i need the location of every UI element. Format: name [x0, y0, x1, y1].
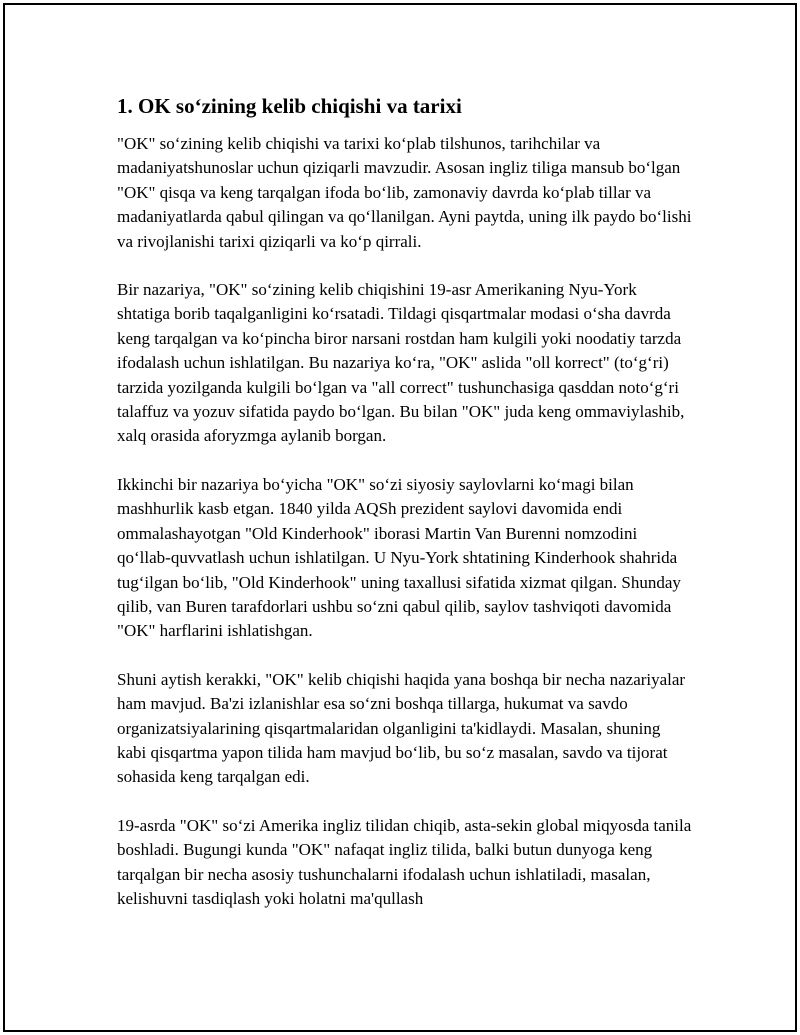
document-body [117, 92, 692, 935]
paragraph-global-spread: 19-asrda "OK" so‘zi Amerika ingliz tilidan chiqib, asta-sekin global miqyosda tanila boshladi. Bugungi kunda "OK" nafaqat ingliz tilida, balki butun dunyoga keng tarqalgan bir necha asosiy tushunchalarni ifodalash uchun ishlatiladi, masalan, kelishuvni tasdiqlash yoki holatni ma'qullash [117, 815, 692, 908]
section-heading: 1. OK so‘zining kelib chiqishi va tarixi [117, 94, 462, 118]
paragraph-theory-two: Ikkinchi bir nazariya bo‘yicha "OK" so‘zi siyosiy saylovlarni ko‘magi bilan mashhurlik kasb etgan. 1840 yilda AQSh prezident saylovi davomida endi ommalashayotgan "Old Kinderhook" iborasi Martin Van Burenni nomzodini qo‘llab-quvvatlash uchun ishlatilgan. U Nyu-York shtatining Kinderhook shahrida tug‘ilgan bo‘lib, "Old Kinderhook" uning taxallusi sifatida xizmat qilgan. Shunday qilib, van Buren tarafdorlari ushbu so‘zni qabul qilib, saylov tashviqoti davomida "OK" harflarini ishlatishgan. [117, 474, 681, 641]
paragraph-intro: "OK" so‘zining kelib chiqishi va tarixi ko‘plab tilshunos, tarihchilar va madaniyatshunoslar uchun qiziqarli mavzudir. Asosan ingliz tiliga mansub bo‘lgan "OK" qisqa va keng tarqalgan ifoda bo‘lib, zamonaviy davrda ko‘plab tillar va madaniyatlarda qabul qilingan va qo‘llanilgan. Ayni paytda, uning ilk paydo bo‘lishi va rivojlanishi tarixi qiziqarli va ko‘p qirrali. [117, 134, 692, 251]
paragraph-theory-one: Bir nazariya, "OK" so‘zining kelib chiqishini 19-asr Amerikaning Nyu-York shtatiga borib taqalganligini ko‘rsatadi. Tildagi qisqartmalar modasi o‘sha davrda keng tarqalgan va ko‘pincha biror narsani rostdan ham kulgili yoki noodatiy tarzda ifodalash uchun ishlatilgan. Bu nazariya ko‘ra, "OK" aslida "oll korrect" (to‘g‘ri) tarzida yozilganda kulgili bo‘lgan va "all correct" tushunchasiga qasddan noto‘g‘ri talaffuz va yozuv sifatida paydo bo‘lgan. Bu bilan "OK" juda keng ommaviylashib, xalq orasida aforyzmga aylanib borgan. [117, 280, 685, 446]
paragraph-other-theories: Shuni aytish kerakki, "OK" kelib chiqishi haqida yana boshqa bir necha nazariyalar ham mavjud. Ba'zi izlanishlar esa so‘zni boshqa tillarga, hukumat va savdo organizatsiyalarining qisqartmalaridan olganligini ta'kidlaydi. Masalan, shuning kabi qisqartma yapon tilida ham mavjud bo‘lib, bu so‘z masalan, savdo va tijorat sohasida keng tarqalgan edi. [117, 669, 686, 787]
